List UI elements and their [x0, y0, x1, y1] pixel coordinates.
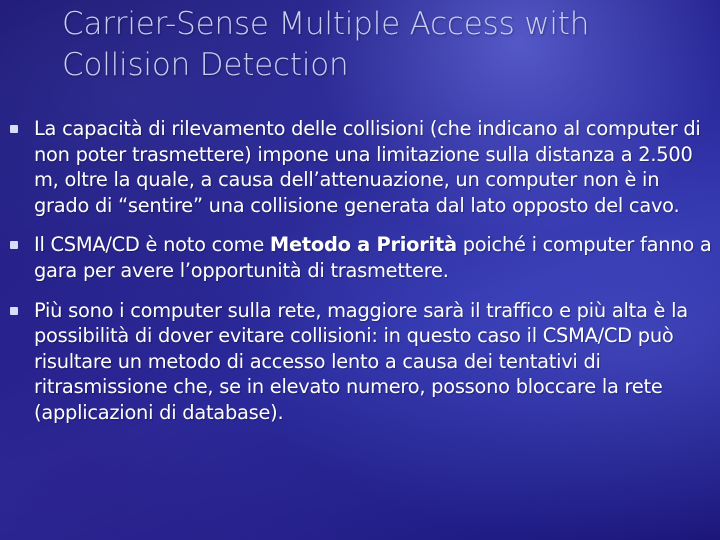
bullet-item-2 — [10, 232, 714, 283]
bullet-text-2 — [34, 232, 714, 283]
bullet-item-1 — [10, 116, 714, 218]
slide-title-line-1: Carrier-Sense Multiple Access with — [62, 6, 590, 42]
slide-title-line-2: Collision Detection — [62, 47, 349, 83]
bullet-list — [10, 116, 714, 440]
square-bullet-icon — [10, 241, 18, 249]
slide-title — [62, 4, 682, 86]
bullet-text-3: Più sono i computer sulla rete, maggiore sarà il traffico e più alta è la possibilità di dover evitare collisioni: in questo caso il CSMA/CD può risultare un metodo di accesso lento a causa dei tentativi di ritrasmissione che, se in elevato numero, possono bloccare la rete (applicazioni di database). — [34, 298, 688, 424]
bullet-text-2-before: Il CSMA/CD è noto come — [34, 233, 270, 257]
square-bullet-icon — [10, 125, 18, 133]
bullet-text-2-after: poiché i computer fanno a gara per avere l’opportunità di trasmettere. — [34, 233, 712, 282]
bullet-text-2-bold: Metodo a Priorità — [269, 233, 457, 257]
bullet-text-1: La capacità di rilevamento delle collisioni (che indicano al computer di non poter trasmettere) impone una limitazione sulla distanza a 2.500 m, oltre la quale, a causa dell’attenuazione, un computer non è in grado di “sentire” una collisione generata dal lato opposto del cavo. — [34, 117, 701, 217]
bullet-item-3 — [10, 298, 714, 426]
square-bullet-icon — [10, 307, 18, 315]
